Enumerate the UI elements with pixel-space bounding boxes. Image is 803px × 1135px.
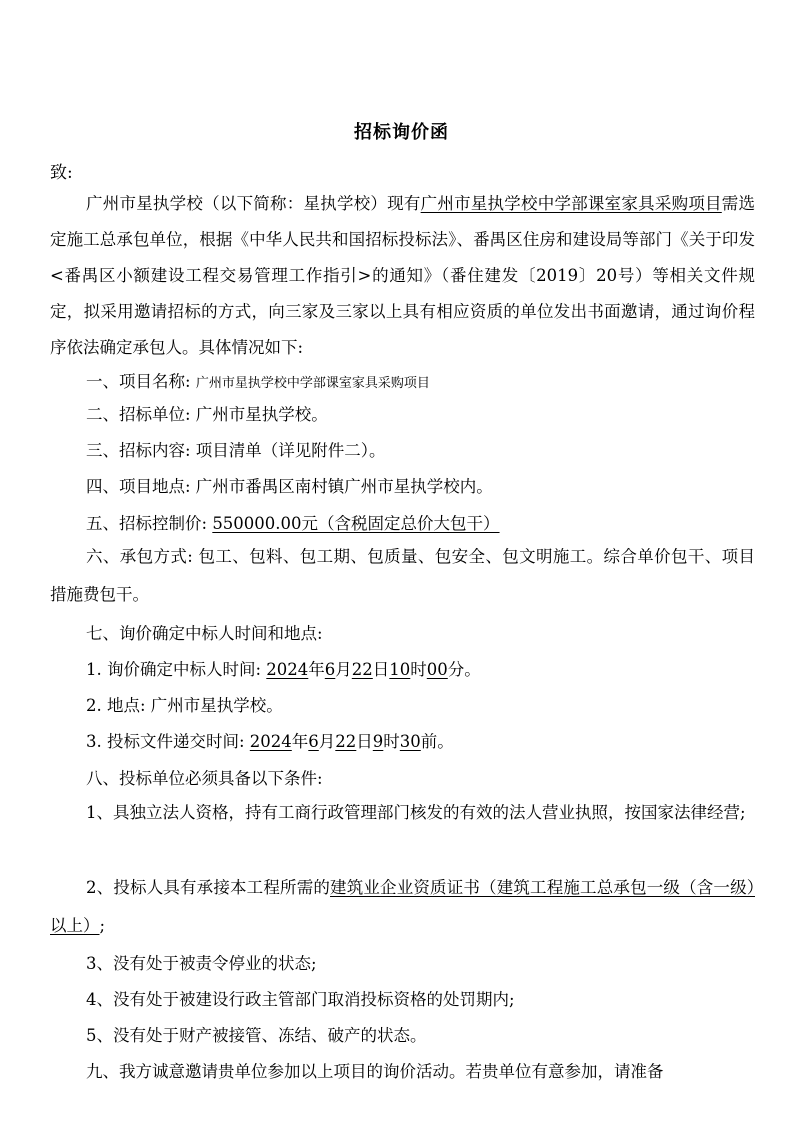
winner-minute-unit: 分。	[447, 660, 481, 679]
submission-day-unit: 日	[356, 732, 373, 751]
item-conditions-heading: 八、投标单位必须具备以下条件:	[86, 769, 323, 788]
item-bidding-unit: 二、招标单位: 广州市星执学校。	[86, 405, 328, 424]
item-location: 2. 地点: 广州市星执学校。	[86, 696, 283, 715]
submission-year-unit: 年	[291, 732, 309, 751]
winner-month-unit: 月	[335, 660, 352, 679]
submission-minute-unit: 前。	[420, 732, 454, 751]
item-submission-time	[86, 728, 756, 752]
condition-2	[50, 869, 755, 945]
winner-year-unit: 年	[308, 660, 325, 679]
condition-4: 4、没有处于被建设行政主管部门取消投标资格的处罚期内;	[86, 990, 515, 1009]
submission-month-unit: 月	[318, 732, 336, 751]
document-title: 招标询价函	[354, 122, 449, 143]
submission-time-prefix: 3. 投标文件递交时间:	[86, 732, 250, 751]
item-time-location-heading: 七、询价确定中标人时间和地点:	[86, 624, 323, 643]
condition-2-prefix: 2、投标人具有承接本工程所需的	[86, 878, 331, 897]
winner-time-prefix: 1. 询价确定中标人时间:	[86, 660, 267, 679]
item-invitation: 九、我方诚意邀请贵单位参加以上项目的询价活动。若贵单位有意参加，请准备	[86, 1062, 664, 1081]
winner-hour-unit: 时	[410, 660, 427, 679]
item-contract-method: 六、承包方式: 包工、包料、包工期、包质量、包安全、包文明施工。综合单价包干、项目措施费包干。	[50, 547, 755, 604]
item-control-price	[86, 510, 756, 534]
intro-text-2: 需选定施工总承包单位，根据《中华人民共和国招标投标法》、番禺区住房和建设局等部门《关于印发<番禺区小额建设工程交易管理工作指引>的通知》（番住建发〔2019〕20号）等相关文件规定，拟采用邀请招标的方式，向三家及三家以上具有相应资质的单位发出书面邀请，通过询价程序依法确定承包人。具体情况如下:	[50, 194, 756, 357]
project-name-underlined: 广州市星执学校中学部课室家具采购项目	[420, 194, 722, 213]
condition-5: 5、没有处于财产被接管、冻结、破产的状态。	[86, 1026, 427, 1045]
condition-3: 3、没有处于被责令停业的状态;	[86, 954, 317, 973]
control-price-label: 五、招标控制价:	[86, 514, 208, 533]
winner-month: 6	[324, 660, 336, 679]
item-project-name-label: 一、项目名称:	[86, 372, 191, 391]
condition-2-qualification: 建筑业企业资质证书（建筑工程施工总承包一级（含一级）以上）	[50, 878, 756, 935]
winner-day: 22	[351, 660, 373, 679]
submission-month: 6	[308, 732, 319, 751]
item-bidding-content: 三、招标内容: 项目清单（详见附件二）。	[86, 441, 386, 460]
intro-text-1: 广州市星执学校（以下简称：星执学校）现有	[86, 194, 421, 213]
submission-hour: 9	[372, 732, 384, 751]
intro-paragraph	[50, 186, 755, 366]
submission-hour-unit: 时	[383, 732, 400, 751]
winner-day-unit: 日	[372, 660, 390, 679]
control-price-value: 550000.00元（含税固定总价大包干）	[212, 514, 500, 533]
submission-year: 2024	[249, 732, 292, 751]
condition-2-suffix: ;	[99, 916, 106, 935]
item-project-name-value: 广州市星执学校中学部课室家具采购项目	[195, 376, 430, 391]
winner-year: 2024	[266, 660, 309, 679]
winner-minute: 00	[426, 660, 448, 679]
submission-day: 22	[335, 732, 357, 751]
item-project-location: 四、项目地点: 广州市番禺区南村镇广州市星执学校内。	[86, 477, 493, 496]
winner-hour: 10	[389, 660, 411, 679]
condition-1: 1、具独立法人资格，持有工商行政管理部门核发的有效的法人营业执照，按国家法律经营;	[86, 803, 746, 822]
item-project-name	[86, 368, 756, 392]
submission-minute: 30	[399, 732, 421, 751]
item-winner-time	[86, 656, 756, 680]
salutation: 致:	[50, 163, 73, 183]
